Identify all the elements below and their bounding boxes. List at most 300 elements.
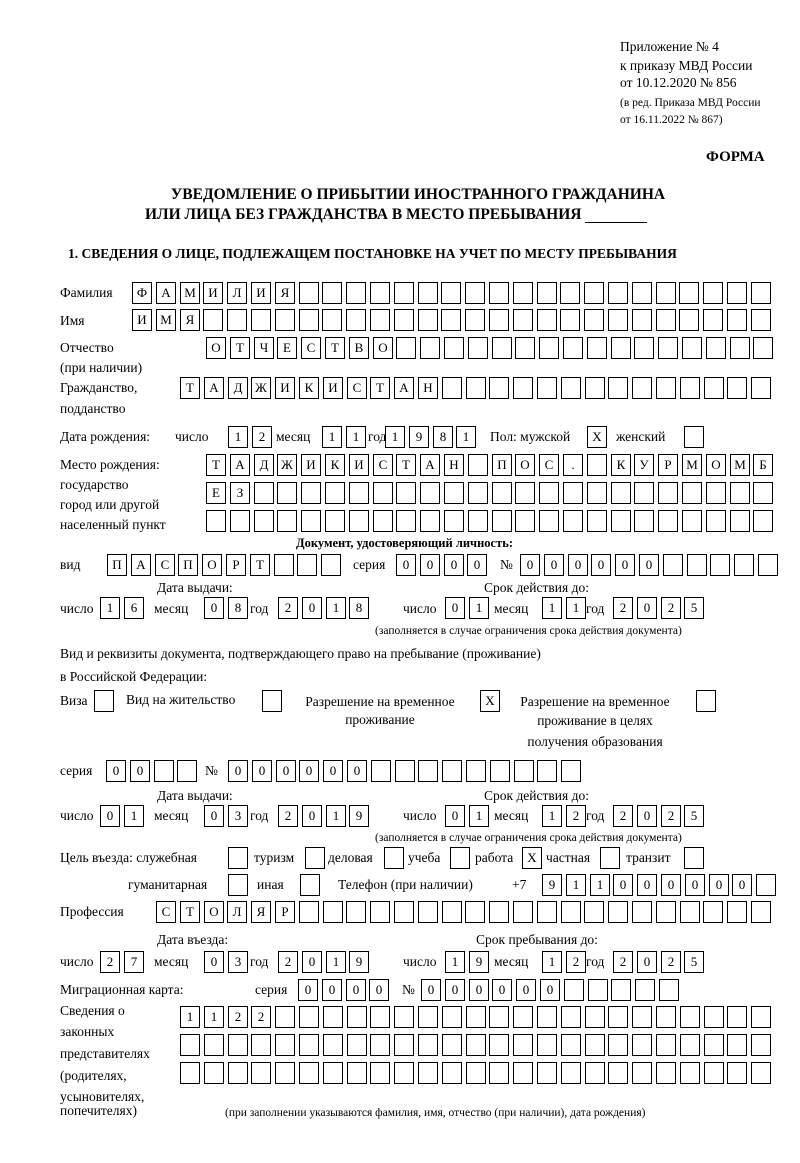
birth-place-3-cell[interactable] [277, 510, 297, 532]
birth-place-2-cell[interactable] [373, 482, 393, 504]
birth-place-1-cell[interactable]: У [634, 454, 654, 476]
stay-number-cell[interactable] [561, 760, 581, 782]
citizenship-cell[interactable] [751, 377, 771, 399]
birth-place-3-cell[interactable] [468, 510, 488, 532]
reps-3-cell[interactable] [299, 1062, 319, 1084]
name-cell[interactable] [584, 309, 604, 331]
profession-cell[interactable] [418, 901, 438, 923]
profession-cell[interactable]: Т [180, 901, 200, 923]
stay-valid-day-cell[interactable]: 0 [445, 805, 465, 827]
birth-place-3-cell[interactable] [444, 510, 464, 532]
name-cell[interactable] [251, 309, 271, 331]
entry-year-cell[interactable]: 1 [326, 951, 346, 973]
surname-cell[interactable] [537, 282, 557, 304]
reps-1-cell[interactable] [299, 1006, 319, 1028]
reps-1-cell[interactable] [370, 1006, 390, 1028]
patronymic-cell[interactable] [658, 337, 678, 359]
until-year-cell[interactable]: 5 [684, 951, 704, 973]
reps-3-cell[interactable] [180, 1062, 200, 1084]
doc-trp-checkbox[interactable]: X [480, 690, 500, 712]
reps-3-cell[interactable] [751, 1062, 771, 1084]
birth-place-2-cell[interactable] [730, 482, 750, 504]
id-kind-cell[interactable]: Т [250, 554, 270, 576]
surname-cell[interactable] [727, 282, 747, 304]
birth-place-3-cell[interactable] [563, 510, 583, 532]
birth-place-3-cell[interactable] [373, 510, 393, 532]
profession-cell[interactable] [584, 901, 604, 923]
until-year-cell[interactable]: 0 [637, 951, 657, 973]
stay-issue-year-cell[interactable]: 0 [302, 805, 322, 827]
entry-year-cell[interactable]: 9 [349, 951, 369, 973]
birth-place-2-cell[interactable] [325, 482, 345, 504]
surname-cell[interactable] [703, 282, 723, 304]
name-cell[interactable] [299, 309, 319, 331]
reps-1-cell[interactable] [442, 1006, 462, 1028]
birth-place-2-cell[interactable] [634, 482, 654, 504]
birth-place-1-cell[interactable]: А [420, 454, 440, 476]
patronymic-cell[interactable] [444, 337, 464, 359]
reps-3-cell[interactable] [656, 1062, 676, 1084]
entry-day-cell[interactable]: 2 [100, 951, 120, 973]
birth-place-3-cell[interactable] [206, 510, 226, 532]
id-valid-year-cell[interactable]: 5 [684, 597, 704, 619]
patronymic-cell[interactable] [515, 337, 535, 359]
id-kind-cell[interactable]: А [131, 554, 151, 576]
birth-place-2-cell[interactable] [682, 482, 702, 504]
reps-2-cell[interactable] [632, 1034, 652, 1056]
stay-number-cell[interactable]: 0 [252, 760, 272, 782]
birth-year-cell[interactable]: 1 [456, 426, 476, 448]
birth-place-3-cell[interactable] [539, 510, 559, 532]
reps-1-cell[interactable] [466, 1006, 486, 1028]
birth-place-1-cell[interactable]: А [230, 454, 250, 476]
id-kind-cell[interactable] [297, 554, 317, 576]
name-cell[interactable] [227, 309, 247, 331]
stay-valid-month-cell[interactable]: 1 [542, 805, 562, 827]
id-valid-month-cell[interactable]: 1 [542, 597, 562, 619]
reps-2-cell[interactable] [537, 1034, 557, 1056]
birth-place-2-cell[interactable] [468, 482, 488, 504]
surname-cell[interactable]: Ф [132, 282, 152, 304]
surname-cell[interactable] [370, 282, 390, 304]
id-valid-day-cell[interactable]: 1 [469, 597, 489, 619]
birth-place-1-cell[interactable]: . [563, 454, 583, 476]
reps-2-cell[interactable] [180, 1034, 200, 1056]
citizenship-cell[interactable]: Т [180, 377, 200, 399]
surname-cell[interactable]: Л [227, 282, 247, 304]
reps-3-cell[interactable] [370, 1062, 390, 1084]
birth-place-1-cell[interactable]: Б [753, 454, 773, 476]
name-cell[interactable] [513, 309, 533, 331]
reps-1-cell[interactable] [418, 1006, 438, 1028]
stay-issue-day-cell[interactable]: 1 [124, 805, 144, 827]
reps-3-cell[interactable] [418, 1062, 438, 1084]
birth-place-3-cell[interactable] [753, 510, 773, 532]
name-cell[interactable] [275, 309, 295, 331]
reps-2-cell[interactable] [489, 1034, 509, 1056]
citizenship-cell[interactable]: А [204, 377, 224, 399]
citizenship-cell[interactable] [513, 377, 533, 399]
until-day-cell[interactable]: 1 [445, 951, 465, 973]
surname-cell[interactable] [656, 282, 676, 304]
patronymic-cell[interactable] [396, 337, 416, 359]
stay-series-cell[interactable]: 0 [106, 760, 126, 782]
id-number-cell[interactable] [663, 554, 683, 576]
reps-1-cell[interactable] [704, 1006, 724, 1028]
mc-number-cell[interactable]: 0 [540, 979, 560, 1001]
patronymic-cell[interactable]: В [349, 337, 369, 359]
citizenship-cell[interactable]: С [347, 377, 367, 399]
birth-place-1-cell[interactable] [587, 454, 607, 476]
birth-place-1-cell[interactable]: Р [658, 454, 678, 476]
surname-cell[interactable] [584, 282, 604, 304]
birth-place-1-cell[interactable]: К [325, 454, 345, 476]
birth-place-1-cell[interactable]: М [730, 454, 750, 476]
id-valid-day-cell[interactable]: 0 [445, 597, 465, 619]
reps-1-cell[interactable]: 1 [204, 1006, 224, 1028]
stay-number-cell[interactable] [490, 760, 510, 782]
citizenship-cell[interactable] [680, 377, 700, 399]
citizenship-cell[interactable] [489, 377, 509, 399]
stay-number-cell[interactable]: 0 [228, 760, 248, 782]
birth-place-1-cell[interactable]: Т [396, 454, 416, 476]
patronymic-cell[interactable] [539, 337, 559, 359]
stay-issue-year-cell[interactable]: 1 [326, 805, 346, 827]
birth-place-1-cell[interactable]: Т [206, 454, 226, 476]
citizenship-cell[interactable] [537, 377, 557, 399]
stay-number-cell[interactable]: 0 [347, 760, 367, 782]
until-year-cell[interactable]: 2 [613, 951, 633, 973]
surname-cell[interactable] [679, 282, 699, 304]
stay-number-cell[interactable] [442, 760, 462, 782]
reps-1-cell[interactable] [680, 1006, 700, 1028]
surname-cell[interactable]: М [180, 282, 200, 304]
birth-place-2-cell[interactable] [492, 482, 512, 504]
entry-day-cell[interactable]: 7 [124, 951, 144, 973]
birth-place-2-cell[interactable] [349, 482, 369, 504]
surname-cell[interactable] [394, 282, 414, 304]
name-cell[interactable] [394, 309, 414, 331]
reps-1-cell[interactable] [751, 1006, 771, 1028]
id-series-cell[interactable]: 0 [444, 554, 464, 576]
stay-valid-day-cell[interactable]: 1 [469, 805, 489, 827]
reps-2-cell[interactable] [299, 1034, 319, 1056]
profession-cell[interactable] [703, 901, 723, 923]
id-number-cell[interactable]: 0 [544, 554, 564, 576]
surname-cell[interactable] [560, 282, 580, 304]
reps-1-cell[interactable] [585, 1006, 605, 1028]
id-number-cell[interactable] [687, 554, 707, 576]
phone-cell[interactable]: 0 [637, 874, 657, 896]
reps-2-cell[interactable] [251, 1034, 271, 1056]
stay-issue-month-cell[interactable]: 3 [228, 805, 248, 827]
stay-number-cell[interactable] [537, 760, 557, 782]
name-cell[interactable] [656, 309, 676, 331]
stay-number-cell[interactable]: 0 [323, 760, 343, 782]
birth-day-cell[interactable]: 1 [228, 426, 248, 448]
reps-3-cell[interactable] [275, 1062, 295, 1084]
surname-cell[interactable] [418, 282, 438, 304]
stay-valid-year-cell[interactable]: 2 [661, 805, 681, 827]
id-issue-year-cell[interactable]: 2 [278, 597, 298, 619]
reps-2-cell[interactable] [585, 1034, 605, 1056]
citizenship-cell[interactable] [585, 377, 605, 399]
birth-month-cell[interactable]: 1 [322, 426, 342, 448]
reps-3-cell[interactable] [204, 1062, 224, 1084]
stay-series-cell[interactable] [154, 760, 174, 782]
profession-cell[interactable] [346, 901, 366, 923]
birth-place-1-cell[interactable]: Н [444, 454, 464, 476]
id-valid-year-cell[interactable]: 2 [613, 597, 633, 619]
phone-cell[interactable]: 9 [542, 874, 562, 896]
birth-place-2-cell[interactable] [396, 482, 416, 504]
stay-series-cell[interactable] [177, 760, 197, 782]
birth-place-2-cell[interactable] [611, 482, 631, 504]
birth-place-3-cell[interactable] [730, 510, 750, 532]
profession-cell[interactable] [656, 901, 676, 923]
profession-cell[interactable] [394, 901, 414, 923]
reps-1-cell[interactable] [394, 1006, 414, 1028]
reps-2-cell[interactable] [347, 1034, 367, 1056]
id-number-cell[interactable] [710, 554, 730, 576]
birth-place-2-cell[interactable] [277, 482, 297, 504]
citizenship-cell[interactable]: А [394, 377, 414, 399]
reps-2-cell[interactable] [656, 1034, 676, 1056]
patronymic-cell[interactable] [634, 337, 654, 359]
reps-1-cell[interactable]: 2 [228, 1006, 248, 1028]
stay-number-cell[interactable] [395, 760, 415, 782]
reps-2-cell[interactable] [561, 1034, 581, 1056]
profession-cell[interactable]: Р [275, 901, 295, 923]
citizenship-cell[interactable] [656, 377, 676, 399]
profession-cell[interactable]: Л [227, 901, 247, 923]
reps-1-cell[interactable] [656, 1006, 676, 1028]
p-transit-checkbox[interactable] [684, 847, 704, 869]
stay-issue-day-cell[interactable]: 0 [100, 805, 120, 827]
birth-place-3-cell[interactable] [396, 510, 416, 532]
profession-cell[interactable] [537, 901, 557, 923]
reps-1-cell[interactable] [727, 1006, 747, 1028]
surname-cell[interactable]: Я [275, 282, 295, 304]
surname-cell[interactable] [751, 282, 771, 304]
profession-cell[interactable] [442, 901, 462, 923]
reps-3-cell[interactable] [394, 1062, 414, 1084]
reps-1-cell[interactable] [561, 1006, 581, 1028]
phone-cell[interactable]: 0 [709, 874, 729, 896]
p-study-checkbox[interactable] [450, 847, 470, 869]
doc-residence-checkbox[interactable] [262, 690, 282, 712]
surname-cell[interactable]: И [203, 282, 223, 304]
birth-place-2-cell[interactable] [563, 482, 583, 504]
birth-place-1-cell[interactable]: К [611, 454, 631, 476]
sex-male-checkbox[interactable]: X [587, 426, 607, 448]
birth-place-1-cell[interactable] [468, 454, 488, 476]
phone-cell[interactable]: 0 [613, 874, 633, 896]
citizenship-cell[interactable]: И [323, 377, 343, 399]
surname-cell[interactable] [465, 282, 485, 304]
reps-2-cell[interactable] [727, 1034, 747, 1056]
p-service-checkbox[interactable] [228, 847, 248, 869]
reps-1-cell[interactable] [537, 1006, 557, 1028]
citizenship-cell[interactable] [632, 377, 652, 399]
patronymic-cell[interactable]: О [206, 337, 226, 359]
sex-female-checkbox[interactable] [684, 426, 704, 448]
birth-month-cell[interactable]: 1 [346, 426, 366, 448]
reps-3-cell[interactable] [632, 1062, 652, 1084]
name-cell[interactable] [703, 309, 723, 331]
patronymic-cell[interactable] [682, 337, 702, 359]
patronymic-cell[interactable]: Т [325, 337, 345, 359]
citizenship-cell[interactable] [442, 377, 462, 399]
id-issue-year-cell[interactable]: 0 [302, 597, 322, 619]
id-issue-month-cell[interactable]: 0 [204, 597, 224, 619]
reps-2-cell[interactable] [370, 1034, 390, 1056]
citizenship-cell[interactable]: Т [370, 377, 390, 399]
birth-year-cell[interactable]: 9 [409, 426, 429, 448]
reps-3-cell[interactable] [489, 1062, 509, 1084]
id-series-cell[interactable]: 0 [467, 554, 487, 576]
birth-year-cell[interactable]: 8 [433, 426, 453, 448]
birth-place-2-cell[interactable] [301, 482, 321, 504]
id-number-cell[interactable] [734, 554, 754, 576]
reps-3-cell[interactable] [442, 1062, 462, 1084]
reps-1-cell[interactable] [347, 1006, 367, 1028]
mc-series-cell[interactable]: 0 [369, 979, 389, 1001]
id-kind-cell[interactable]: П [178, 554, 198, 576]
birth-place-2-cell[interactable] [420, 482, 440, 504]
mc-number-cell[interactable]: 0 [421, 979, 441, 1001]
id-series-cell[interactable]: 0 [396, 554, 416, 576]
birth-place-2-cell[interactable] [587, 482, 607, 504]
birth-place-1-cell[interactable]: О [706, 454, 726, 476]
mc-number-cell[interactable] [611, 979, 631, 1001]
patronymic-cell[interactable] [468, 337, 488, 359]
name-cell[interactable] [560, 309, 580, 331]
phone-cell[interactable]: 0 [732, 874, 752, 896]
id-kind-cell[interactable]: П [107, 554, 127, 576]
name-cell[interactable] [751, 309, 771, 331]
reps-3-cell[interactable] [585, 1062, 605, 1084]
phone-cell[interactable]: 0 [661, 874, 681, 896]
surname-cell[interactable] [513, 282, 533, 304]
patronymic-cell[interactable]: Е [277, 337, 297, 359]
id-kind-cell[interactable] [321, 554, 341, 576]
reps-2-cell[interactable] [704, 1034, 724, 1056]
id-valid-year-cell[interactable]: 0 [637, 597, 657, 619]
id-issue-day-cell[interactable]: 1 [100, 597, 120, 619]
profession-cell[interactable] [323, 901, 343, 923]
patronymic-cell[interactable]: С [301, 337, 321, 359]
id-number-cell[interactable] [758, 554, 778, 576]
p-other-checkbox[interactable] [300, 874, 320, 896]
patronymic-cell[interactable] [420, 337, 440, 359]
stay-valid-year-cell[interactable]: 5 [684, 805, 704, 827]
birth-day-cell[interactable]: 2 [252, 426, 272, 448]
reps-1-cell[interactable] [489, 1006, 509, 1028]
citizenship-cell[interactable] [466, 377, 486, 399]
entry-year-cell[interactable]: 0 [302, 951, 322, 973]
phone-cell[interactable]: 1 [590, 874, 610, 896]
name-cell[interactable] [418, 309, 438, 331]
reps-1-cell[interactable] [608, 1006, 628, 1028]
reps-2-cell[interactable] [418, 1034, 438, 1056]
reps-1-cell[interactable] [275, 1006, 295, 1028]
citizenship-cell[interactable] [561, 377, 581, 399]
reps-3-cell[interactable] [513, 1062, 533, 1084]
profession-cell[interactable]: О [204, 901, 224, 923]
stay-number-cell[interactable] [371, 760, 391, 782]
surname-cell[interactable]: И [251, 282, 271, 304]
name-cell[interactable] [346, 309, 366, 331]
reps-3-cell[interactable] [727, 1062, 747, 1084]
profession-cell[interactable] [465, 901, 485, 923]
profession-cell[interactable] [680, 901, 700, 923]
patronymic-cell[interactable]: Т [230, 337, 250, 359]
until-month-cell[interactable]: 2 [566, 951, 586, 973]
mc-series-cell[interactable]: 0 [346, 979, 366, 1001]
name-cell[interactable] [203, 309, 223, 331]
reps-1-cell[interactable]: 1 [180, 1006, 200, 1028]
mc-number-cell[interactable]: 0 [469, 979, 489, 1001]
reps-3-cell[interactable] [466, 1062, 486, 1084]
birth-place-1-cell[interactable]: О [515, 454, 535, 476]
patronymic-cell[interactable] [492, 337, 512, 359]
name-cell[interactable] [322, 309, 342, 331]
citizenship-cell[interactable] [727, 377, 747, 399]
patronymic-cell[interactable]: Ч [254, 337, 274, 359]
mc-number-cell[interactable]: 0 [516, 979, 536, 1001]
p-humanitarian-checkbox[interactable] [228, 874, 248, 896]
name-cell[interactable] [727, 309, 747, 331]
birth-place-3-cell[interactable] [587, 510, 607, 532]
p-business-checkbox[interactable] [384, 847, 404, 869]
profession-cell[interactable] [608, 901, 628, 923]
entry-month-cell[interactable]: 3 [228, 951, 248, 973]
id-kind-cell[interactable] [274, 554, 294, 576]
stay-issue-year-cell[interactable]: 2 [278, 805, 298, 827]
stay-number-cell[interactable] [466, 760, 486, 782]
mc-number-cell[interactable] [659, 979, 679, 1001]
birth-place-2-cell[interactable] [254, 482, 274, 504]
title-blank-line[interactable] [585, 208, 647, 223]
name-cell[interactable] [679, 309, 699, 331]
id-valid-year-cell[interactable]: 2 [661, 597, 681, 619]
birth-place-2-cell[interactable] [515, 482, 535, 504]
stay-number-cell[interactable]: 0 [299, 760, 319, 782]
patronymic-cell[interactable] [611, 337, 631, 359]
profession-cell[interactable]: Я [251, 901, 271, 923]
name-cell[interactable] [465, 309, 485, 331]
profession-cell[interactable] [513, 901, 533, 923]
reps-1-cell[interactable]: 2 [251, 1006, 271, 1028]
profession-cell[interactable] [727, 901, 747, 923]
until-year-cell[interactable]: 2 [661, 951, 681, 973]
reps-2-cell[interactable] [751, 1034, 771, 1056]
phone-cell[interactable] [756, 874, 776, 896]
citizenship-cell[interactable]: Н [418, 377, 438, 399]
surname-cell[interactable] [632, 282, 652, 304]
patronymic-cell[interactable] [753, 337, 773, 359]
birth-place-2-cell[interactable] [539, 482, 559, 504]
surname-cell[interactable]: А [156, 282, 176, 304]
birth-place-3-cell[interactable] [634, 510, 654, 532]
birth-place-1-cell[interactable]: С [373, 454, 393, 476]
surname-cell[interactable] [489, 282, 509, 304]
birth-place-1-cell[interactable]: С [539, 454, 559, 476]
id-number-cell[interactable]: 0 [591, 554, 611, 576]
stay-issue-year-cell[interactable]: 9 [349, 805, 369, 827]
stay-issue-month-cell[interactable]: 0 [204, 805, 224, 827]
